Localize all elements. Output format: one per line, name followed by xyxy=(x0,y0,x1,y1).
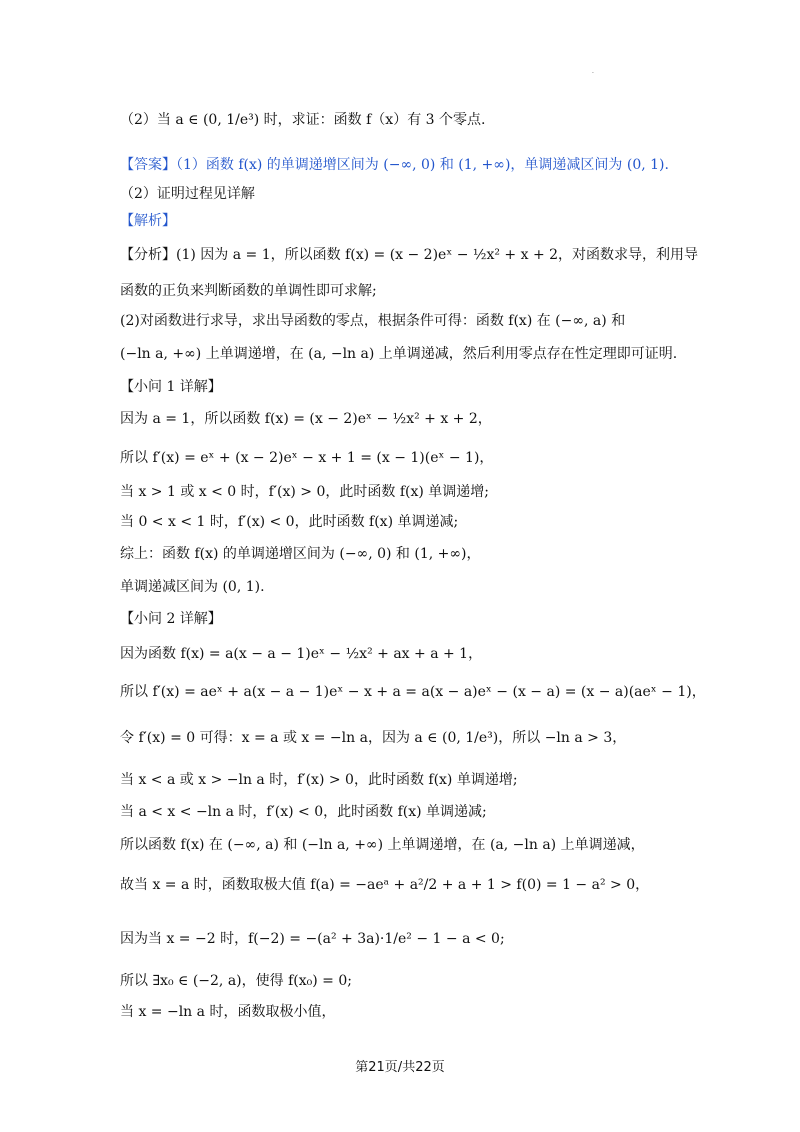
analysis-line-1: 【分析】(1) 因为 a = 1，所以函数 f(x) = (x − 2)eˣ − ½x² + x + 2，对函数求导，利用导 xyxy=(120,247,699,263)
subq1-heading: 【小问 1 详解】 xyxy=(120,379,222,395)
subq2-heading: 【小问 2 详解】 xyxy=(120,611,222,627)
analysis-line-3: (2)对函数进行求导，求出导函数的零点，根据条件可得：函数 f(x) 在 (−∞, a) 和 xyxy=(120,313,626,329)
subq1-line-2: 所以 f′(x) = eˣ + (x − 2)eˣ − x + 1 = (x − 1)(eˣ − 1)， xyxy=(120,450,494,466)
question-2: （2）当 a ∈ (0, 1/e³) 时，求证：函数 f（x）有 3 个零点. xyxy=(120,112,486,128)
subq2-line-5: 当 a < x < −ln a 时，f′(x) < 0，此时函数 f(x) 单调递减; xyxy=(120,804,487,820)
analysis-line-2: 函数的正负来判断函数的单调性即可求解; xyxy=(120,283,377,299)
scan-dot: · xyxy=(592,70,594,77)
answer-line: 【答案】（1）函数 f(x) 的单调递增区间为 (−∞, 0) 和 (1, +∞)，单调递减区间为 (0, 1). xyxy=(120,157,669,173)
analysis-heading: 【解析】 xyxy=(120,213,176,229)
analysis-line-4: (−ln a, +∞) 上单调递增，在 (a, −ln a) 上单调递减，然后利用零点存在性定理即可证明. xyxy=(120,346,678,362)
subq2-line-10: 当 x = −ln a 时，函数取极小值， xyxy=(120,1004,336,1020)
page-footer: 第21页/共22页 xyxy=(355,1060,445,1075)
subq1-line-1: 因为 a = 1，所以函数 f(x) = (x − 2)eˣ − ½x² + x + 2， xyxy=(120,411,492,427)
subq2-line-9: 所以 ∃x₀ ∈ (−2, a)，使得 f(x₀) = 0; xyxy=(120,973,352,989)
subq2-line-1: 因为函数 f(x) = a(x − a − 1)eˣ − ½x² + ax + a + 1， xyxy=(120,646,483,662)
subq2-line-6: 所以函数 f(x) 在 (−∞, a) 和 (−ln a, +∞) 上单调递增，在 (a, −ln a) 上单调递减， xyxy=(120,837,645,853)
subq2-line-7: 故当 x = a 时，函数取极大值 f(a) = −aeᵃ + a²/2 + a + 1 > f(0) = 1 − a² > 0， xyxy=(120,877,650,893)
subq2-line-2: 所以 f′(x) = aeˣ + a(x − a − 1)eˣ − x + a = a(x − a)eˣ − (x − a) = (x − a)(aeˣ − 1)， xyxy=(120,684,706,700)
subq2-line-3: 令 f′(x) = 0 可得：x = a 或 x = −ln a，因为 a ∈ (0, 1/e³)，所以 −ln a > 3， xyxy=(120,730,627,746)
subq1-line-4: 当 0 < x < 1 时，f′(x) < 0，此时函数 f(x) 单调递减; xyxy=(120,514,459,530)
subq2-line-4: 当 x < a 或 x > −ln a 时，f′(x) > 0，此时函数 f(x) 单调递增; xyxy=(120,772,518,788)
subq1-line-5: 综上：函数 f(x) 的单调递增区间为 (−∞, 0) 和 (1, +∞)， xyxy=(120,546,481,562)
subq1-line-6: 单调递减区间为 (0, 1). xyxy=(120,579,265,595)
subq2-line-8: 因为当 x = −2 时，f(−2) = −(a² + 3a)·1/e² − 1 − a < 0; xyxy=(120,931,505,947)
subq1-line-3: 当 x > 1 或 x < 0 时，f′(x) > 0，此时函数 f(x) 单调递增; xyxy=(120,484,490,500)
answer-line-2: （2）证明过程见详解 xyxy=(120,186,255,202)
